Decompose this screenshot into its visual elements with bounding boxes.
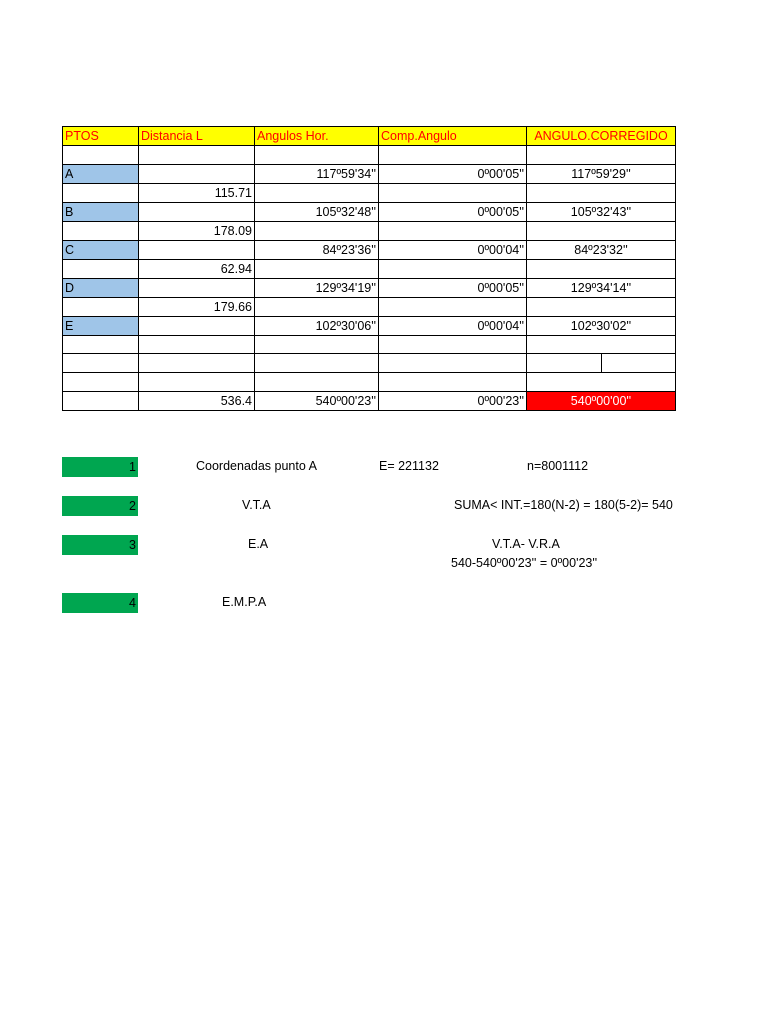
survey-table [62, 126, 676, 411]
cell[interactable] [255, 183, 379, 202]
cell[interactable] [527, 259, 676, 278]
comp-cell[interactable]: 0º00'04'' [379, 316, 527, 335]
n-coordinate: n=8001112 [527, 459, 589, 473]
step-marker-4[interactable]: 4 [62, 593, 138, 613]
point-cell[interactable]: D [63, 278, 139, 297]
e-coordinate: E= 221132 [379, 459, 439, 473]
table-row [63, 146, 676, 165]
cell[interactable] [379, 183, 527, 202]
step-marker-2[interactable]: 2 [62, 496, 138, 516]
cell[interactable] [63, 297, 139, 316]
cell[interactable] [139, 240, 255, 259]
cell[interactable] [379, 297, 527, 316]
header-comp[interactable]: Comp.Angulo [379, 127, 527, 146]
cell[interactable] [255, 259, 379, 278]
cell[interactable] [255, 354, 379, 373]
cell[interactable] [63, 183, 139, 202]
angle-cell[interactable]: 117º59'34'' [255, 164, 379, 183]
step-marker-1[interactable]: 1 [62, 457, 138, 477]
point-cell[interactable]: B [63, 202, 139, 221]
point-cell[interactable]: E [63, 316, 139, 335]
comp-cell[interactable]: 0º00'04'' [379, 240, 527, 259]
cell[interactable] [379, 354, 527, 373]
totals-row [63, 391, 676, 410]
cell[interactable] [63, 335, 139, 354]
cell[interactable] [139, 335, 255, 354]
cell[interactable] [527, 373, 676, 392]
cell[interactable] [255, 297, 379, 316]
comp-cell[interactable]: 0º00'05'' [379, 278, 527, 297]
angle-cell[interactable]: 84º23'36'' [255, 240, 379, 259]
header-ptos[interactable]: PTOS [63, 127, 139, 146]
error-calculation: 540-540º00'23'' = 0º00'23'' [451, 556, 598, 570]
distance-cell[interactable]: 115.71 [139, 183, 255, 202]
cell[interactable] [379, 373, 527, 392]
cell[interactable] [255, 373, 379, 392]
cell[interactable] [527, 183, 676, 202]
cell[interactable] [139, 373, 255, 392]
cell[interactable] [379, 146, 527, 165]
sum-formula: SUMA< INT.=180(N-2) = 180(5-2)= 540 [454, 498, 673, 512]
empa-label: E.M.P.A [222, 595, 267, 609]
cell[interactable] [255, 221, 379, 240]
cell[interactable] [527, 335, 676, 354]
cell[interactable] [139, 164, 255, 183]
cell[interactable] [63, 391, 139, 410]
total-corrected[interactable]: 540º00'00'' [527, 391, 676, 410]
corrected-cell[interactable]: 129º34'14'' [527, 278, 676, 297]
total-angle[interactable]: 540º00'23'' [255, 391, 379, 410]
header-angulos[interactable]: Angulos Hor. [255, 127, 379, 146]
total-distance[interactable]: 536.4 [139, 391, 255, 410]
cell[interactable] [139, 278, 255, 297]
cell[interactable] [139, 202, 255, 221]
table-row [63, 164, 676, 183]
corrected-cell[interactable]: 105º32'43'' [527, 202, 676, 221]
cell[interactable] [527, 146, 676, 165]
vta-label: V.T.A [242, 498, 271, 512]
point-cell[interactable]: A [63, 164, 139, 183]
header-corregido[interactable]: ANGULO.CORREGIDO [527, 127, 676, 146]
table-row [63, 335, 676, 354]
distance-cell[interactable]: 62.94 [139, 259, 255, 278]
table-row [63, 354, 676, 373]
cell[interactable] [139, 354, 255, 373]
table-row [63, 183, 676, 202]
table-row [63, 202, 676, 221]
angle-cell[interactable]: 129º34'19'' [255, 278, 379, 297]
angle-cell[interactable]: 105º32'48'' [255, 202, 379, 221]
total-comp[interactable]: 0º00'23'' [379, 391, 527, 410]
table-row [63, 240, 676, 259]
vta-vra-formula: V.T.A- V.R.A [492, 537, 560, 551]
table-row [63, 316, 676, 335]
corrected-cell[interactable]: 102º30'02'' [527, 316, 676, 335]
comp-cell[interactable]: 0º00'05'' [379, 202, 527, 221]
point-cell[interactable]: C [63, 240, 139, 259]
coordinates-label: Coordenadas punto A [196, 459, 317, 473]
cell[interactable] [139, 146, 255, 165]
ea-label: E.A [248, 537, 269, 551]
cell[interactable] [255, 146, 379, 165]
angle-cell[interactable]: 102º30'06'' [255, 316, 379, 335]
split-divider [527, 354, 675, 372]
cell[interactable] [527, 297, 676, 316]
corrected-cell[interactable]: 117º59'29'' [527, 164, 676, 183]
split-cell[interactable] [527, 354, 676, 373]
table-row [63, 259, 676, 278]
header-distancia[interactable]: Distancia L [139, 127, 255, 146]
header-row [63, 127, 676, 146]
cell[interactable] [379, 259, 527, 278]
table-row [63, 278, 676, 297]
distance-cell[interactable]: 179.66 [139, 297, 255, 316]
cell[interactable] [139, 316, 255, 335]
corrected-cell[interactable]: 84º23'32'' [527, 240, 676, 259]
cell[interactable] [527, 221, 676, 240]
cell[interactable] [379, 335, 527, 354]
cell[interactable] [63, 354, 139, 373]
cell[interactable] [255, 335, 379, 354]
table-row [63, 221, 676, 240]
table-row [63, 373, 676, 392]
cell[interactable] [63, 259, 139, 278]
distance-cell[interactable]: 178.09 [139, 221, 255, 240]
step-marker-3[interactable]: 3 [62, 535, 138, 555]
cell[interactable] [379, 221, 527, 240]
cell[interactable] [63, 373, 139, 392]
comp-cell[interactable]: 0º00'05'' [379, 164, 527, 183]
table-row [63, 297, 676, 316]
cell[interactable] [63, 221, 139, 240]
cell[interactable] [63, 146, 139, 165]
